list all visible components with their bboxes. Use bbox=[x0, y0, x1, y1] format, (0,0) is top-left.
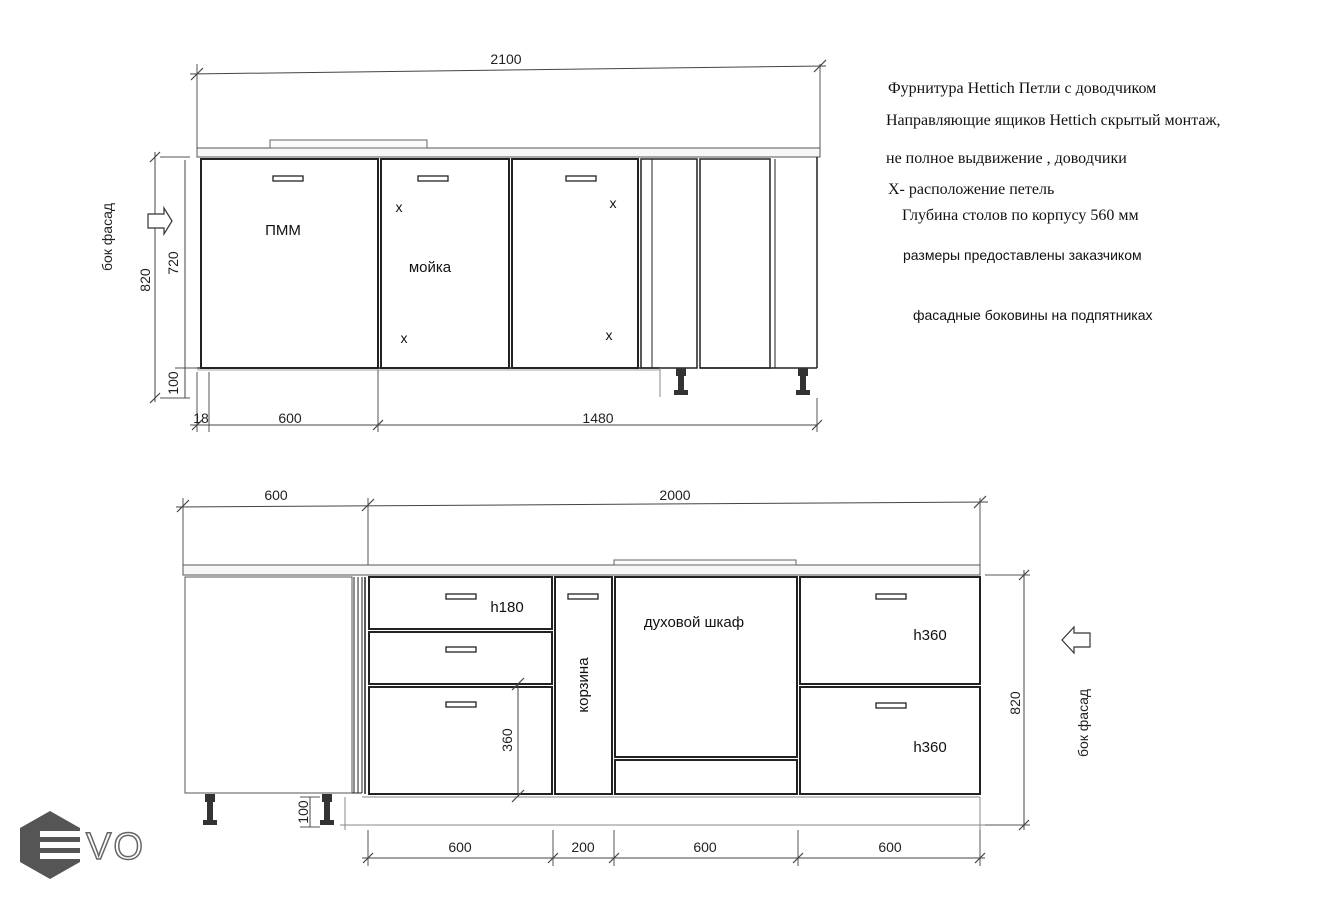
leg bbox=[796, 368, 810, 395]
handle bbox=[446, 594, 476, 599]
note-extension: не полное выдвижение , доводчики bbox=[886, 150, 1127, 167]
note-customer-dims: размеры предоставлены заказчиком bbox=[903, 247, 1142, 263]
oven-cabinet bbox=[615, 577, 797, 757]
handle bbox=[446, 702, 476, 707]
countertop-top bbox=[197, 148, 820, 157]
handle bbox=[876, 703, 906, 708]
top-view bbox=[148, 60, 826, 432]
side-label: бок фасад bbox=[1075, 688, 1091, 758]
evo-logo bbox=[20, 811, 145, 879]
leg bbox=[203, 794, 217, 825]
dim-total-width: 2100 bbox=[490, 51, 522, 67]
dim-total-height: 820 bbox=[137, 268, 153, 292]
handle bbox=[418, 176, 448, 181]
dim-body-height: 720 bbox=[165, 251, 181, 275]
dishwasher-front bbox=[201, 159, 378, 368]
dim-side: 18 bbox=[193, 410, 209, 426]
side-cabinet bbox=[700, 159, 770, 368]
sink-door-right bbox=[512, 159, 638, 368]
label-dishwasher: ПММ bbox=[265, 222, 301, 239]
hinge-mark: x bbox=[395, 199, 403, 215]
dim-drawer-360: 360 bbox=[499, 728, 515, 752]
dim-main-width: 2000 bbox=[659, 487, 691, 503]
label-oven: духовой шкаф bbox=[643, 614, 745, 631]
drawer-h360-top bbox=[800, 577, 980, 684]
dim-seg-4: 600 bbox=[878, 839, 902, 855]
leg bbox=[320, 794, 334, 825]
handle bbox=[876, 594, 906, 599]
handle bbox=[566, 176, 596, 181]
dim-plinth: 100 bbox=[165, 371, 181, 395]
hob-front bbox=[614, 560, 796, 565]
drawer-middle bbox=[369, 632, 552, 684]
dim-seg-3: 600 bbox=[693, 839, 717, 855]
note-hinge-mark: X- расположение петель bbox=[888, 181, 1055, 198]
dim-left-width: 600 bbox=[264, 487, 288, 503]
label-h360-bottom: h360 bbox=[913, 739, 947, 756]
hob-top bbox=[270, 140, 427, 148]
dim-right-width: 1480 bbox=[582, 410, 614, 426]
leg bbox=[674, 368, 688, 395]
dim-left-width: 600 bbox=[278, 410, 302, 426]
label-h360-top: h360 bbox=[913, 627, 947, 644]
note-depth: Глубина столов по корпусу 560 мм bbox=[902, 207, 1139, 224]
handle bbox=[273, 176, 303, 181]
oven-drawer bbox=[615, 760, 797, 794]
countertop-front bbox=[183, 565, 980, 575]
drawer-h180 bbox=[369, 577, 552, 629]
handle bbox=[446, 647, 476, 652]
end-side-panel bbox=[641, 159, 697, 368]
bottom-view bbox=[176, 496, 1090, 866]
note-drawer-guides: Направляющие ящиков Hettich скрытый монтаж, bbox=[886, 112, 1221, 129]
label-basket: корзина bbox=[575, 657, 592, 713]
dim-height: 820 bbox=[1007, 691, 1023, 715]
corner-side-panel bbox=[185, 577, 352, 793]
note-hardware: Фурнитура Hettich Петли с доводчиком bbox=[888, 80, 1157, 97]
side-arrow-icon bbox=[1062, 627, 1090, 653]
side-arrow-icon bbox=[148, 208, 172, 234]
hinge-mark: x bbox=[605, 327, 613, 343]
dim-seg-2: 200 bbox=[571, 839, 595, 855]
note-side-panels: фасадные боковины на подпятниках bbox=[913, 307, 1153, 323]
label-sink: мойка bbox=[408, 259, 452, 276]
hinge-mark: x bbox=[609, 195, 617, 211]
handle bbox=[568, 594, 598, 599]
label-h180: h180 bbox=[490, 599, 524, 616]
dim-seg-1: 600 bbox=[448, 839, 472, 855]
logo-text: VO bbox=[86, 826, 145, 868]
hinge-mark: x bbox=[400, 330, 408, 346]
dim-plinth: 100 bbox=[295, 800, 311, 824]
side-label: бок фасад bbox=[99, 202, 115, 272]
